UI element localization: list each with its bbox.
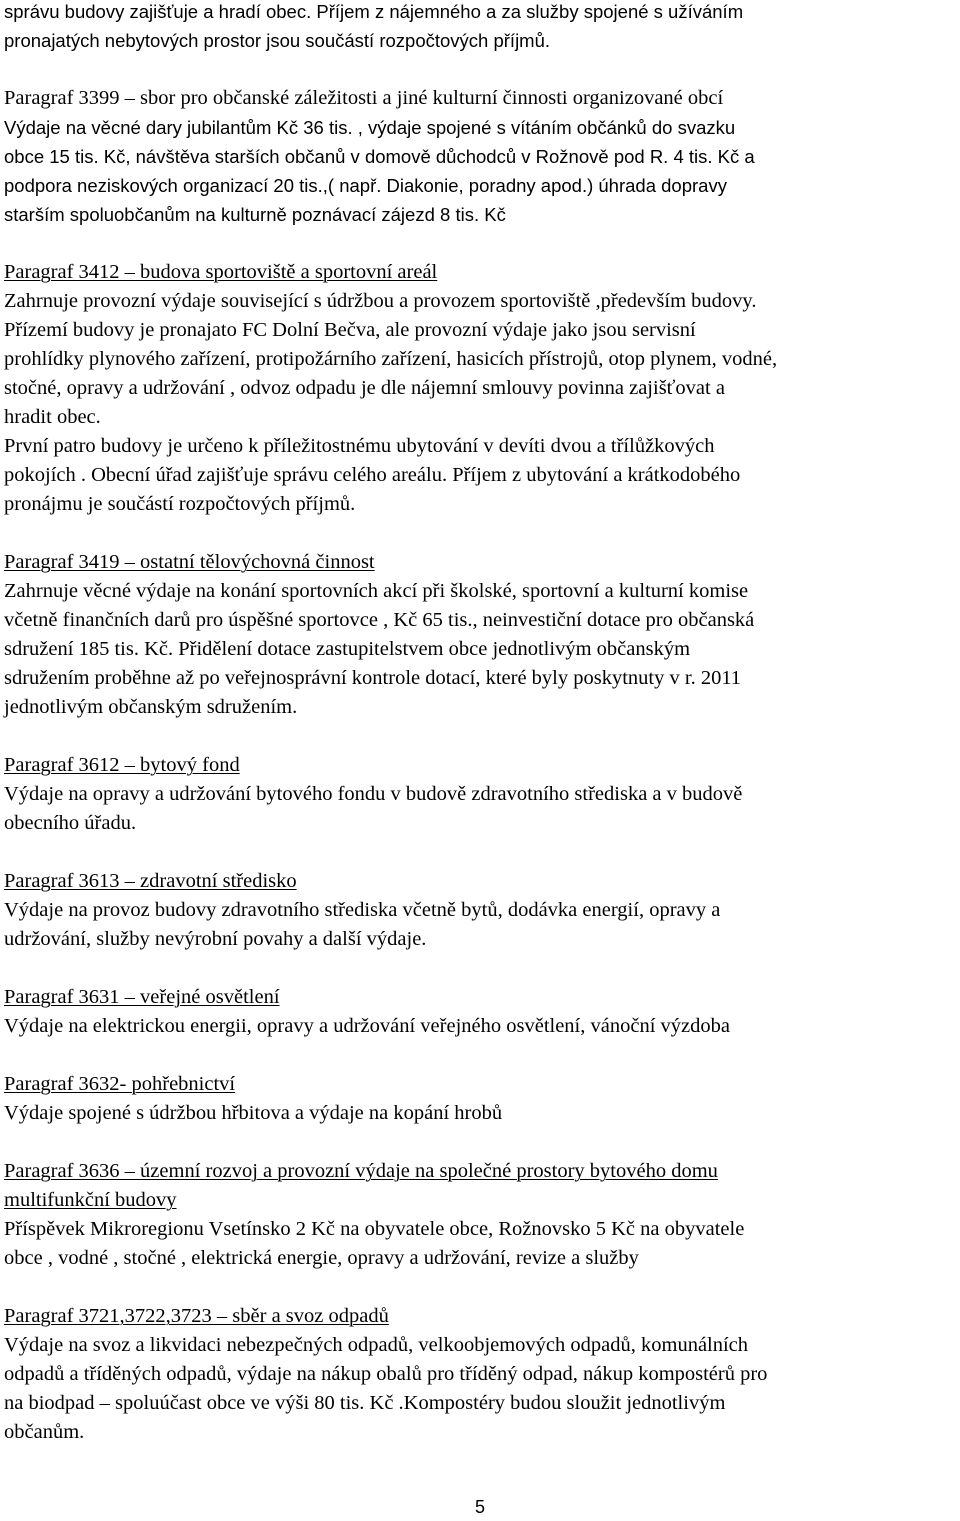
text-line: sdružením proběhne až po veřejnosprávní kontrole dotací, které byly poskytnuty v r. 2011	[4, 667, 742, 689]
section-3721-3722-3723	[4, 1302, 956, 1447]
text-line: občanům.	[4, 1421, 85, 1443]
section-3636	[4, 1157, 956, 1273]
text-line: správu budovy zajišťuje a hradí obec. Příjem z nájemného a za služby spojené s užíváním	[4, 1, 744, 22]
text-line: včetně finančních darů pro úspěšné sportovce , Kč 65 tis., neinvestiční dotace pro občanská	[4, 609, 755, 631]
section-heading: Paragraf 3636 – územní rozvoj a provozní výdaje na společné prostory bytového domu	[4, 1160, 718, 1182]
section-3399	[4, 84, 956, 229]
text-line: obce , vodné , stočné , elektrická energie, opravy a udržování, revize a služby	[4, 1247, 639, 1269]
text-line: na biodpad – spoluúčast obce ve výši 80 tis. Kč .Kompostéry budou sloužit jednotlivým	[4, 1392, 726, 1414]
text-line: stočné, opravy a udržování , odvoz odpadu je dle nájemní smlouvy povinna zajišťovat a	[4, 377, 725, 399]
section-3612	[4, 751, 956, 838]
text-line: obecního úřadu.	[4, 812, 137, 834]
text-line: obce 15 tis. Kč, návštěva starších občanů v domově důchodců v Rožnově pod R. 4 tis. Kč a	[4, 146, 755, 167]
text-line: starším spoluobčanům na kulturně poznávací zájezd 8 tis. Kč	[4, 204, 506, 225]
section-3412	[4, 258, 956, 519]
text-line: pokojích . Obecní úřad zajišťuje správu celého areálu. Příjem z ubytování a krátkodobého	[4, 464, 741, 486]
section-heading: Paragraf 3412 – budova sportoviště a sportovní areál	[4, 261, 438, 283]
text-line: prohlídky plynového zařízení, protipožárního zařízení, hasicích přístrojů, otop plynem, vodné,	[4, 348, 778, 370]
text-line: Výdaje na svoz a likvidaci nebezpečných odpadů, velkoobjemových odpadů, komunálních	[4, 1334, 749, 1356]
section-3613	[4, 867, 956, 954]
section-3631	[4, 983, 956, 1041]
document-page	[4, 0, 956, 1447]
text-line: pronajatých nebytových prostor jsou součástí rozpočtových příjmů.	[4, 30, 551, 51]
text-line: sdružení 185 tis. Kč. Přidělení dotace zastupitelstvem obce jednotlivým občanským	[4, 638, 691, 660]
page-number: 5	[474, 1497, 485, 1517]
text-line: hradit obec.	[4, 406, 101, 428]
text-line: podpora neziskových organizací 20 tis.,( např. Diakonie, poradny apod.) úhrada dopravy	[4, 175, 727, 196]
text-line: Přízemí budovy je pronajato FC Dolní Bečva, ale provozní výdaje jako jsou servisní	[4, 319, 696, 341]
text-line: pronájmu je součástí rozpočtových příjmů.	[4, 493, 356, 515]
text-line: Výdaje na elektrickou energii, opravy a udržování veřejného osvětlení, vánoční výzdoba	[4, 1015, 730, 1037]
text-line: Zahrnuje věcné výdaje na konání sportovních akcí při školské, sportovní a kulturní komise	[4, 580, 749, 602]
section-heading: multifunkční budovy	[4, 1189, 177, 1211]
text-line: Výdaje na provoz budovy zdravotního střediska včetně bytů, dodávka energií, opravy a	[4, 899, 721, 921]
section-3632	[4, 1070, 956, 1128]
text-line: udržování, služby nevýrobní povahy a další výdaje.	[4, 928, 427, 950]
text-line: Zahrnuje provozní výdaje související s údržbou a provozem sportoviště ,především budovy.	[4, 290, 757, 312]
text-line: Výdaje spojené s údržbou hřbitova a výdaje na kopání hrobů	[4, 1102, 503, 1124]
section-heading: Paragraf 3721,3722,3723 – sběr a svoz odpadů	[4, 1305, 389, 1327]
section-heading: Paragraf 3632- pohřebnictví	[4, 1073, 236, 1095]
text-line: Výdaje na opravy a udržování bytového fondu v budově zdravotního střediska a v budově	[4, 783, 743, 805]
text-line: Výdaje na věcné dary jubilantům Kč 36 tis. , výdaje spojené s vítáním občánků do svazku	[4, 117, 736, 138]
section-3419	[4, 548, 956, 722]
section-heading: Paragraf 3631 – veřejné osvětlení	[4, 986, 280, 1008]
section-heading: Paragraf 3419 – ostatní tělovýchovná činnost	[4, 551, 375, 573]
section-heading: Paragraf 3399 – sbor pro občanské záležitosti a jiné kulturní činnosti organizované obcí	[4, 87, 724, 109]
text-line: Příspěvek Mikroregionu Vsetínsko 2 Kč na obyvatele obce, Rožnovsko 5 Kč na obyvatele	[4, 1218, 745, 1240]
text-line: odpadů a tříděných odpadů, výdaje na nákup obalů pro tříděný odpad, nákup kompostérů pro	[4, 1363, 768, 1385]
text-line: První patro budovy je určeno k příležitostnému ubytování v devíti dvou a třílůžkových	[4, 435, 715, 457]
intro-paragraph	[4, 0, 956, 55]
section-heading: Paragraf 3612 – bytový fond	[4, 754, 240, 776]
section-heading: Paragraf 3613 – zdravotní středisko	[4, 870, 297, 892]
text-line: jednotlivým občanským sdružením.	[4, 696, 298, 718]
